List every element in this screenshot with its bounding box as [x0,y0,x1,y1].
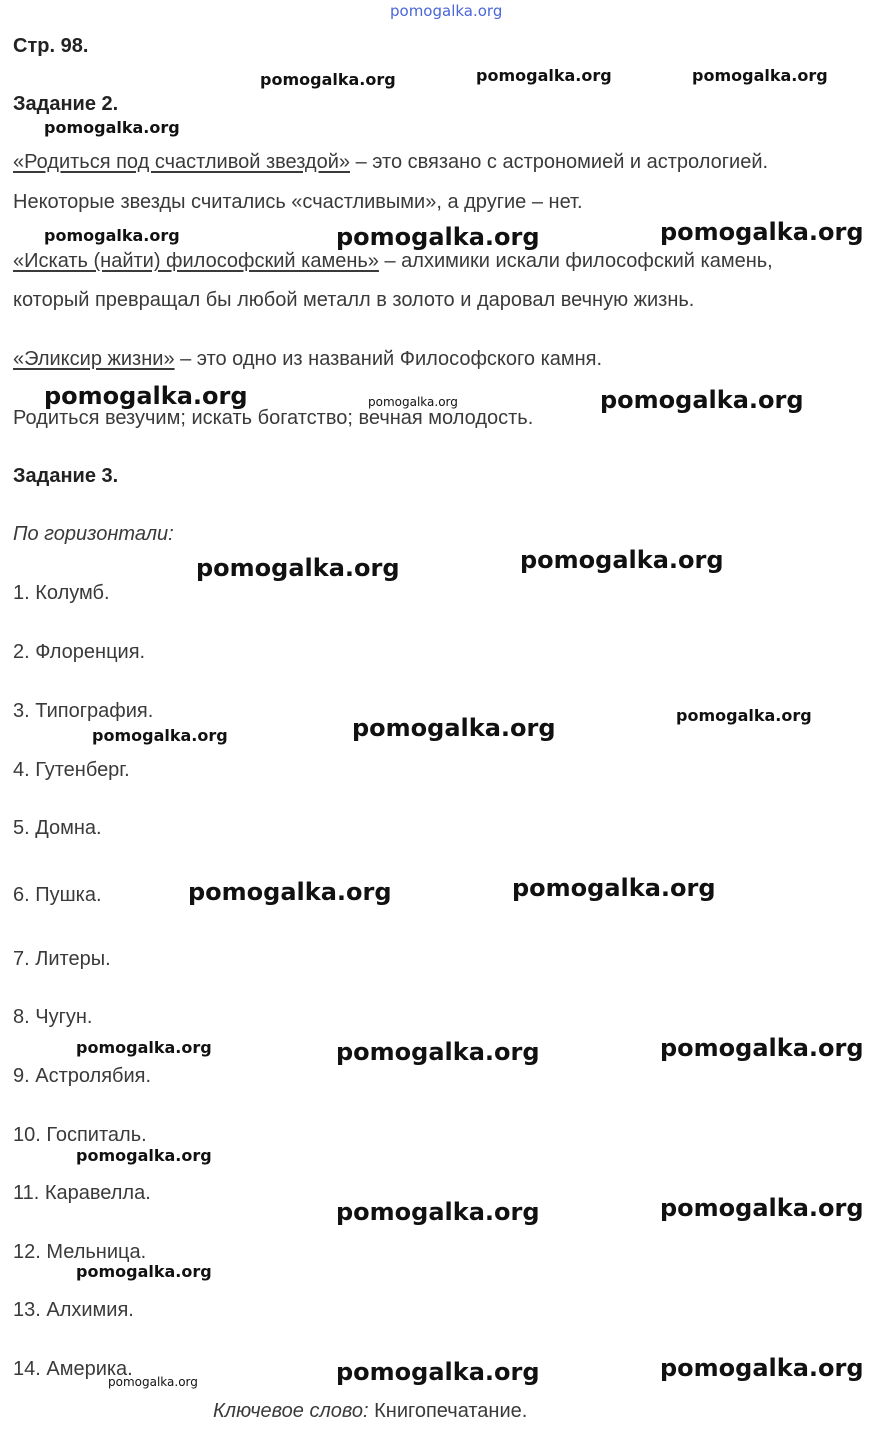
watermark: pomogalka.org [92,726,228,745]
list-item: 14. Америка. [13,1358,133,1380]
watermark: pomogalka.org [336,1038,540,1066]
task2-paragraph-3 [13,347,602,371]
watermark: pomogalka.org [600,386,804,414]
idiom-term-1: «Родиться под счастливой звездой» [13,151,351,173]
watermark: pomogalka.org [44,382,248,410]
list-item: 3. Типография. [13,700,154,722]
watermark: pomogalka.org [336,223,540,251]
task2-summary: Родиться везучим; искать богатство; вечная молодость. [13,407,534,429]
task2-paragraph-1 [13,150,768,174]
list-item: 1. Колумб. [13,582,110,604]
watermark: pomogalka.org [660,1194,864,1222]
task3-subtitle: По горизонтали: [13,523,174,545]
watermark: pomogalka.org [108,1375,198,1389]
idiom-term-3: «Эликсир жизни» [13,348,175,370]
watermark: pomogalka.org [390,2,503,20]
watermark: pomogalka.org [676,706,812,725]
task3-title: Задание 3. [13,465,119,487]
watermark: pomogalka.org [76,1262,212,1281]
watermark: pomogalka.org [44,226,180,245]
list-item: 13. Алхимия. [13,1299,134,1321]
keyword-line [213,1399,527,1423]
keyword-value: Книгопечатание. [368,1400,528,1422]
list-item: 12. Мельница. [13,1241,147,1263]
list-item: 11. Каравелла. [13,1182,151,1204]
watermark: pomogalka.org [196,554,400,582]
watermark: pomogalka.org [260,70,396,89]
watermark: pomogalka.org [660,1034,864,1062]
idiom-explanation-2: – алхимики искали философский камень, [378,250,773,272]
watermark: pomogalka.org [692,66,828,85]
watermark: pomogalka.org [44,118,180,137]
task2-paragraph-1-line2: Некоторые звезды считались «счастливыми», а другие – нет. [13,191,583,213]
watermark: pomogalka.org [188,878,392,906]
keyword-label: Ключевое слово: [213,1400,369,1422]
list-item: 7. Литеры. [13,948,111,970]
list-item: 6. Пушка. [13,884,102,906]
page-number: Стр. 98. [13,35,89,57]
watermark: pomogalka.org [368,395,458,409]
list-item: 5. Домна. [13,817,102,839]
task2-paragraph-2-line2: который превращал бы любой металл в золото и даровал вечную жизнь. [13,289,695,311]
watermark: pomogalka.org [336,1198,540,1226]
task2-paragraph-2 [13,249,773,273]
watermark: pomogalka.org [476,66,612,85]
watermark: pomogalka.org [352,714,556,742]
idiom-term-2: «Искать (найти) философский камень» [13,250,379,272]
watermark: pomogalka.org [336,1358,540,1386]
list-item: 10. Госпиталь. [13,1124,147,1146]
watermark: pomogalka.org [520,546,724,574]
watermark: pomogalka.org [660,218,864,246]
task2-title: Задание 2. [13,93,119,115]
idiom-explanation-3: – это одно из названий Философского камня. [174,348,603,370]
watermark: pomogalka.org [512,874,716,902]
list-item: 9. Астролябия. [13,1065,152,1087]
watermark: pomogalka.org [76,1146,212,1165]
idiom-explanation-1: – это связано с астрономией и астрологией. [350,151,769,173]
list-item: 4. Гутенберг. [13,759,130,781]
list-item: 8. Чугун. [13,1006,93,1028]
list-item: 2. Флоренция. [13,641,146,663]
watermark: pomogalka.org [76,1038,212,1057]
watermark: pomogalka.org [660,1354,864,1382]
